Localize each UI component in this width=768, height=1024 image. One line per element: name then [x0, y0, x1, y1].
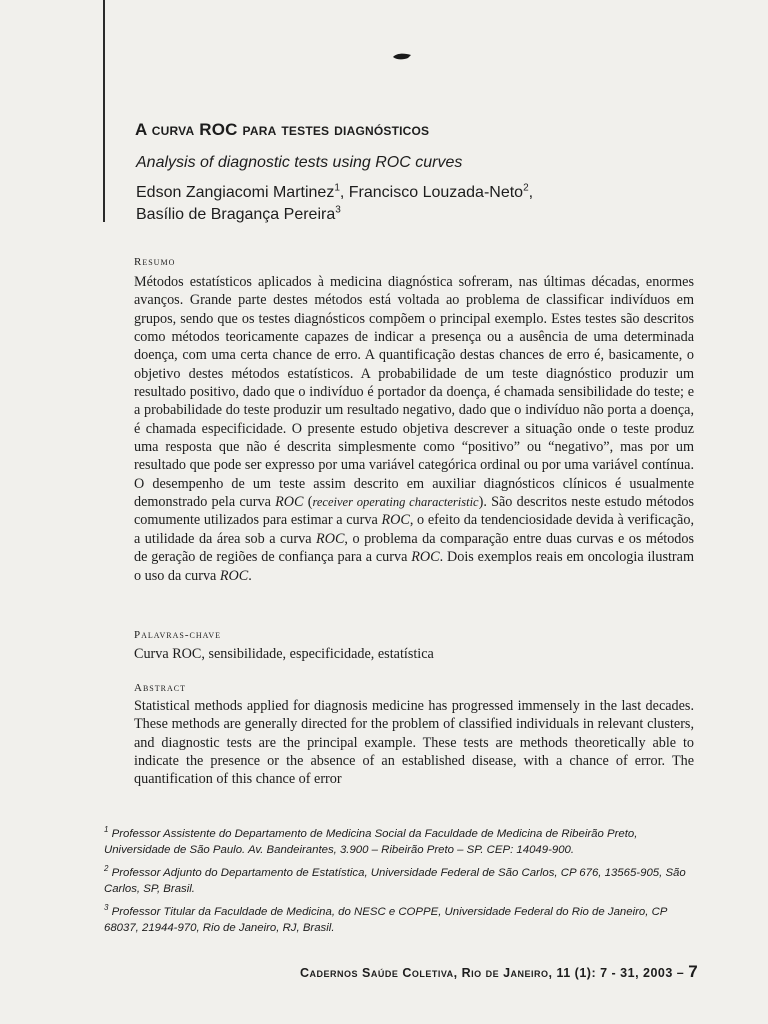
author-line-2 [136, 204, 533, 226]
author-martinez: Edson Zangiacomi Martinez [136, 184, 335, 201]
footnote-3 [104, 900, 704, 936]
author-line-1 [136, 182, 533, 204]
resumo-segment: , o efeito da tendenciosidade devida à verificação, a utilidade da área sob a curva [134, 512, 694, 547]
resumo-text [134, 273, 694, 585]
author-list [136, 182, 533, 226]
page-number: 7 [688, 962, 699, 981]
page-binding-edge [103, 0, 105, 222]
resumo-heading: Resumo [134, 256, 176, 268]
author-footnote-marker: 2 [523, 182, 529, 194]
author-footnote-marker: 3 [335, 204, 341, 216]
resumo-segment: . Dois exemplos reais em oncologia ilustram o uso da curva [134, 549, 694, 584]
author-footnote-marker: 1 [334, 182, 340, 194]
article-title: A curva ROC para testes diagnósticos [135, 120, 430, 139]
author-louzada: , Francisco Louzada-Neto [339, 184, 524, 201]
roc-term: ROC [381, 512, 410, 529]
ink-smudge-icon [392, 52, 412, 61]
journal-citation: Cadernos Saúde Coletiva, Rio de Janeiro, 11 (1): 7 - 31, 2003 – [300, 966, 689, 980]
resumo-segment: Métodos estatísticos aplicados à medicina diagnóstica sofreram, nas últimas décadas, enormes avanços. Grande parte destes métodos está voltada ao problema de classificar indivíduos em grupos, sendo que os testes diagnósticos compõem o principal exemplo. Estes testes são descritos como métodos teoricamente capazes de indicar a presença ou a ausência de uma determinada doença, com uma certa chance de erro. A quantificação destas chances de erro é, basicamente, o objetivo destes métodos estatísticos. A probabilidade de um teste diagnóstico produzir um resultado positivo, dado que o indivíduo é portador da doença, é chamada sensibilidade do teste; e a probabilidade do teste produzir um resultado negativo, dado que o indivíduo não porta a doença, é chamada especificidade. O presente estudo objetiva descrever a situação onde o teste produz uma resposta que não é descrita simplesmente como “positivo” ou “negativo”, mas por um resultado que pode ser expresso por uma variável categórica ordinal ou por uma variável contínua. O desempenho de um teste assim descrito em auxiliar diagnósticos clínicos é usualmente demonstrado pela curva [134, 274, 694, 511]
roc-expansion: receiver operating characteristic [312, 495, 479, 510]
footnote-text: Professor Adjunto do Departamento de Estatística, Universidade Federal de São Carlos, CP 676, 13565-905, São Carlos, SP, Brasil. [104, 866, 686, 895]
footnote-number: 1 [104, 825, 109, 834]
resumo-segment: ). São descritos neste estudo métodos comumente utilizados para estimar a curva [134, 494, 695, 529]
roc-term: ROC [275, 494, 304, 511]
journal-footer [300, 962, 698, 982]
article-subtitle: Analysis of diagnostic tests using ROC curves [136, 154, 463, 171]
roc-term: ROC [219, 567, 249, 584]
roc-term: ROC [316, 530, 345, 547]
footnote-2 [104, 861, 704, 897]
author-pereira: Basílio de Bragança Pereira [136, 206, 336, 223]
abstract-heading: Abstract [134, 682, 186, 694]
abstract-text: Statistical methods applied for diagnosis medicine has progressed immensely in the last decades. These methods are generally directed for the problem of classified individuals in relevant clusters, and diagnostic tests are the principal example. These tests are methods theoretically able to indicate the presence or the absence of an established disease, with a chance of error. The quantification of this chance of error [134, 698, 694, 788]
resumo-segment: ( [303, 494, 313, 511]
resumo-segment: , o problema da comparação entre duas curvas e os métodos de geração de regiões de confiança para a curva [134, 530, 695, 566]
roc-term: ROC [411, 549, 440, 566]
keywords-text: Curva ROC, sensibilidade, especificidade, estatística [134, 646, 434, 662]
footnote-1 [104, 822, 704, 858]
author-separator: , [528, 184, 534, 201]
footnote-text: Professor Assistente do Departamento de Medicina Social da Faculdade de Medicina de Ribeirão Preto, Universidade de São Paulo. Av. Bandeirantes, 3.900 – Ribeirão Preto – SP. CEP: 14049-900. [104, 827, 638, 856]
footnote-text: Professor Titular da Faculdade de Medicina, do NESC e COPPE, Universidade Federal do Rio de Janeiro, CP 68037, 21944-970, Rio de Janeiro, RJ, Brasil. [104, 905, 667, 934]
palavras-chave-heading: Palavras-chave [134, 629, 222, 641]
resumo-segment: . [248, 567, 252, 584]
footnote-number: 2 [104, 864, 109, 873]
footnote-number: 3 [104, 903, 109, 912]
